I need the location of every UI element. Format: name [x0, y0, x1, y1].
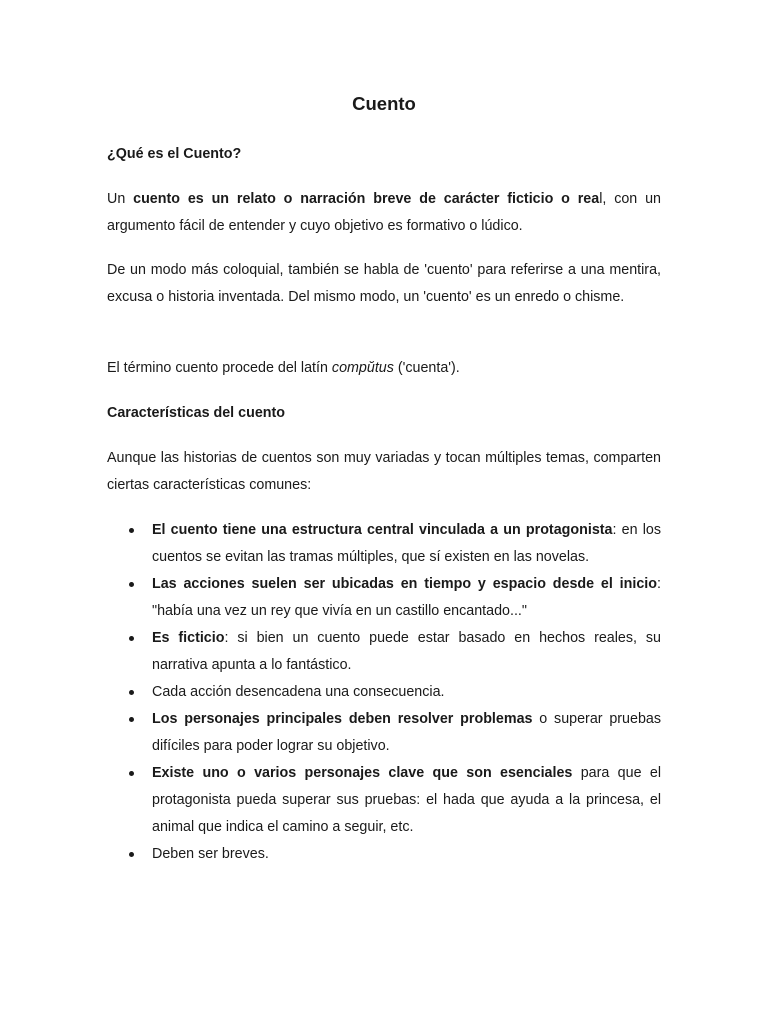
list-item [107, 517, 661, 571]
paragraph-definition-pre: Un [107, 191, 134, 207]
paragraph-definition [107, 186, 661, 240]
list-item-text: Deben ser breves. [152, 846, 269, 862]
list-item-text: para que el protagonista pueda superar sus pruebas: el hada que ayuda a la princesa, el animal que indica el camino a seguir, etc. [152, 765, 661, 835]
bullet-icon [129, 636, 134, 641]
list-item [107, 679, 661, 706]
list-item [107, 706, 661, 760]
paragraph-colloquial: De un modo más coloquial, también se habla de 'cuento' para referirse a una mentira, excusa o historia inventada. Del mismo modo, un 'cuento' es un enredo o chisme. [107, 262, 661, 305]
characteristics-list [107, 517, 661, 868]
bullet-icon [129, 690, 134, 695]
bullet-icon [129, 717, 134, 722]
list-item [107, 625, 661, 679]
list-item [107, 571, 661, 625]
paragraph-etymology-post: ('cuenta'). [393, 360, 460, 376]
bullet-icon [129, 528, 134, 533]
list-item-bold: Es ficticio [152, 630, 225, 646]
heading-what-is: ¿Qué es el Cuento? [107, 146, 242, 162]
heading-characteristics: Características del cuento [107, 405, 285, 421]
list-item-text: o superar pruebas difíciles para poder lograr su objetivo. [152, 711, 662, 754]
document-title: Cuento [352, 93, 416, 114]
list-item-text: Cada acción desencadena una consecuencia. [152, 684, 445, 700]
paragraph-characteristics-intro: Aunque las historias de cuentos son muy variadas y tocan múltiples temas, comparten ciertas características comunes: [107, 450, 661, 493]
list-item [107, 841, 661, 868]
bullet-icon [129, 852, 134, 857]
list-item-text: : en los cuentos se evitan las tramas múltiples, que sí existen en las novelas. [152, 522, 661, 565]
list-item-text: : si bien un cuento puede estar basado en hechos reales, su narrativa apunta a lo fantástico. [152, 630, 661, 673]
paragraph-etymology-pre: El término cuento procede del latín [107, 360, 332, 376]
bullet-icon [129, 771, 134, 776]
paragraph-definition-bold: cuento es un relato o narración breve de carácter ficticio o rea [133, 191, 600, 207]
list-item-bold: El cuento tiene una estructura central vinculada a un protagonista [152, 522, 613, 538]
list-item-bold: Existe uno o varios personajes clave que son esenciales [152, 765, 573, 781]
list-item-bold: Las acciones suelen ser ubicadas en tiempo y espacio desde el inicio [152, 576, 658, 592]
paragraph-etymology [107, 355, 661, 382]
paragraph-etymology-latin: compŭtus [331, 360, 394, 376]
list-item-bold: Los personajes principales deben resolver problemas [152, 711, 533, 727]
list-item [107, 760, 661, 841]
list-item-text: : "había una vez un rey que vivía en un castillo encantado..." [152, 576, 661, 619]
bullet-icon [129, 582, 134, 587]
paragraph-definition-post: l, con un argumento fácil de entender y cuyo objetivo es formativo o lúdico. [107, 191, 662, 234]
